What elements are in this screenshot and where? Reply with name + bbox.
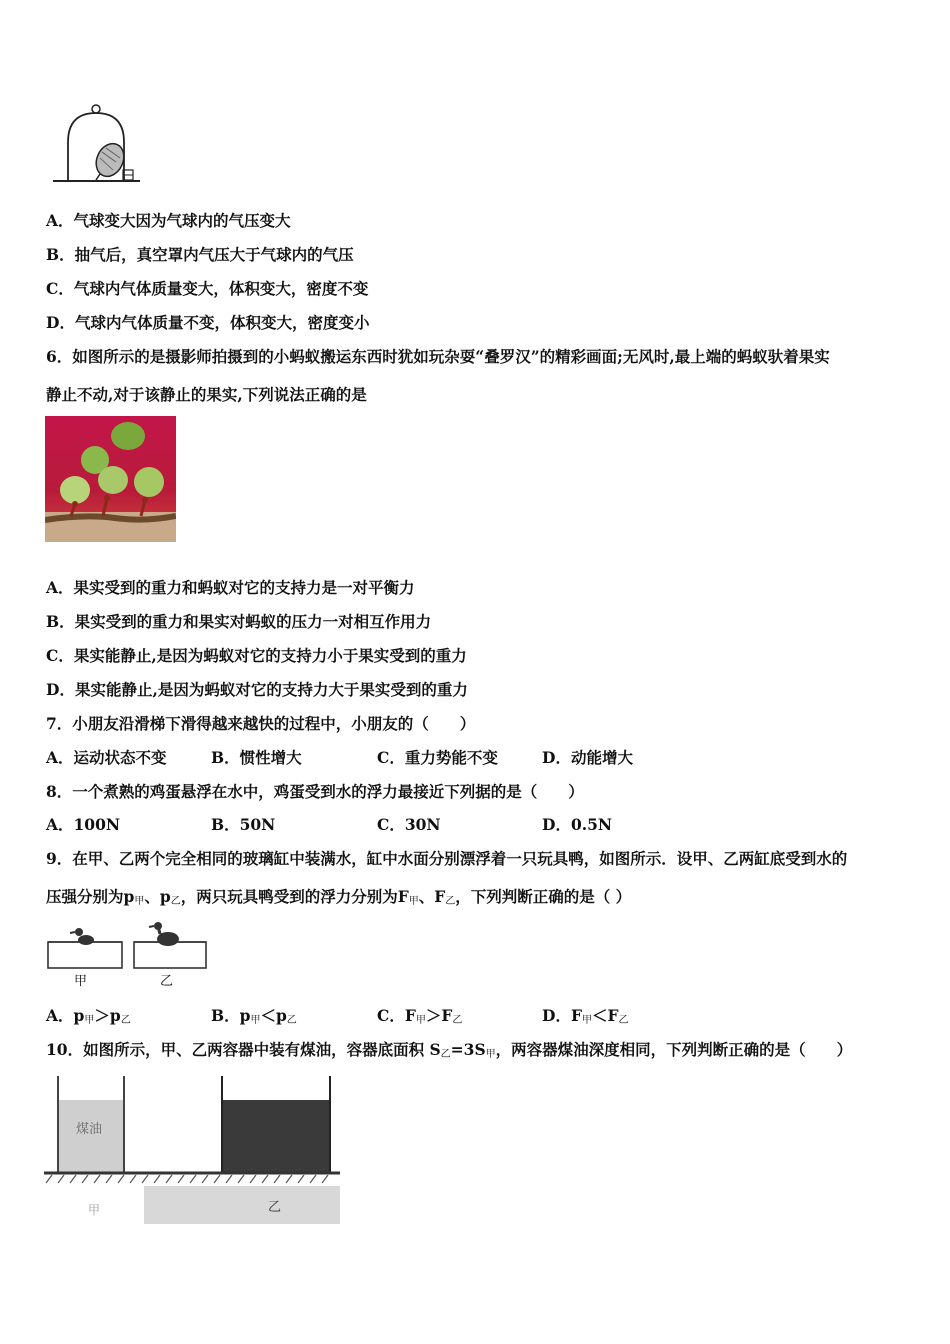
- q8-stem: 8．一个煮熟的鸡蛋悬浮在水中，鸡蛋受到水的浮力最接近下列据的是（ ）: [46, 782, 584, 801]
- q9-sub: 乙: [286, 1015, 297, 1026]
- q9-opt-text: ＞p: [94, 1006, 121, 1025]
- q8-option-a: A．100N: [46, 815, 121, 834]
- q5-option-b: B．抽气后，真空罩内气压大于气球内的气压: [46, 245, 354, 264]
- q10-fig-label-jia: 甲: [88, 1203, 101, 1217]
- q9-sub: 甲: [250, 1015, 261, 1026]
- q10-text: =3S: [450, 1040, 486, 1059]
- q9-text: 、p: [144, 887, 171, 906]
- q9-opt-text: B．p: [211, 1006, 251, 1025]
- ants-photo: [45, 416, 176, 542]
- q6-stem-line1: 6．如图所示的是摄影师拍摄到的小蚂蚁搬运东西时犹如玩杂耍“叠罗汉”的精彩画面;无风时,最上端的蚂蚁驮着果实: [46, 347, 830, 366]
- q9-stem-line1: 9．在甲、乙两个完全相同的玻璃缸中装满水，缸中水面分别漂浮着一只玩具鸭，如图所示．设甲、乙两缸底受到水的: [46, 849, 848, 868]
- q10-stem: [46, 1040, 852, 1065]
- q9-sub: 甲: [581, 1015, 592, 1026]
- q9-opt-text: D．F: [542, 1006, 582, 1025]
- q10-text: ，两容器煤油深度相同，下列判断正确的是（ ）: [495, 1040, 853, 1059]
- q6-stem-line2: 静止不动,对于该静止的果实,下列说法正确的是: [46, 385, 367, 404]
- q6-option-c: C．果实能静止,是因为蚂蚁对它的支持力小于果实受到的重力: [46, 646, 467, 665]
- q9-sub: 乙: [445, 896, 456, 907]
- q5-option-a: A．气球变大因为气球内的气压变大: [46, 211, 291, 230]
- q9-sub: 甲: [134, 896, 145, 907]
- q5-option-c: C．气球内气体质量变大，体积变大，密度不变: [46, 279, 369, 298]
- q10-fig-label-yi: 乙: [268, 1200, 282, 1215]
- q10-sub: 甲: [485, 1049, 496, 1060]
- q5-option-d: D．气球内气体质量不变，体积变大，密度变小: [46, 313, 370, 332]
- bell-jar-balloon-figure: [50, 102, 142, 186]
- q8-options: [46, 815, 746, 835]
- q9-text: 压强分别为p: [46, 887, 135, 906]
- q9-sub: 乙: [452, 1015, 463, 1026]
- q7-options: [46, 748, 746, 768]
- q6-option-a: A．果实受到的重力和蚂蚁对它的支持力是一对平衡力: [46, 578, 415, 597]
- q9-fig-label-jia: 甲: [74, 974, 88, 989]
- q9-option-d: [542, 1006, 628, 1031]
- q9-text: ，两只玩具鸭受到的浮力分别为F: [180, 887, 409, 906]
- q9-option-b: [211, 1006, 297, 1031]
- q9-text: 、F: [418, 887, 446, 906]
- duck-tanks-figure: [46, 922, 210, 970]
- q7-stem: 7．小朋友沿滑梯下滑得越来越快的过程中，小朋友的（ ）: [46, 714, 476, 733]
- q9-sub: 甲: [408, 896, 419, 907]
- q10-fig-label-oil: 煤油: [76, 1122, 103, 1137]
- q9-opt-text: ＜p: [260, 1006, 287, 1025]
- q9-sub: 乙: [170, 896, 181, 907]
- q10-text: 10．如图所示，甲、乙两容器中装有煤油，容器底面积 S: [46, 1040, 441, 1059]
- q9-opt-text: ＞F: [425, 1006, 453, 1025]
- q9-opt-text: ＜F: [591, 1006, 619, 1025]
- q8-option-c: C．30N: [377, 815, 441, 834]
- q9-options: [46, 1006, 746, 1026]
- q7-option-a: A．运动状态不变: [46, 748, 167, 767]
- q9-sub: 甲: [84, 1015, 95, 1026]
- q7-option-b: B．惯性增大: [211, 748, 302, 767]
- q9-text: ，下列判断正确的是（ ）: [455, 887, 632, 906]
- q9-option-c: [377, 1006, 462, 1031]
- q6-option-d: D．果实能静止,是因为蚂蚁对它的支持力大于果实受到的重力: [46, 680, 468, 699]
- q9-sub: 乙: [618, 1015, 629, 1026]
- q6-option-b: B．果实受到的重力和果实对蚂蚁的压力一对相互作用力: [46, 612, 432, 631]
- q8-option-b: B．50N: [211, 815, 276, 834]
- q9-option-a: [46, 1006, 131, 1031]
- q7-option-c: C．重力势能不变: [377, 748, 498, 767]
- q8-option-d: D．0.5N: [542, 815, 613, 834]
- q9-stem-line2: [46, 887, 631, 912]
- q9-sub: 乙: [120, 1015, 131, 1026]
- q9-sub: 甲: [415, 1015, 426, 1026]
- q7-option-d: D．动能增大: [542, 748, 633, 767]
- q9-fig-label-yi: 乙: [160, 974, 174, 989]
- q9-opt-text: C．F: [377, 1006, 416, 1025]
- q9-opt-text: A．p: [46, 1006, 85, 1025]
- q10-sub: 乙: [440, 1049, 451, 1060]
